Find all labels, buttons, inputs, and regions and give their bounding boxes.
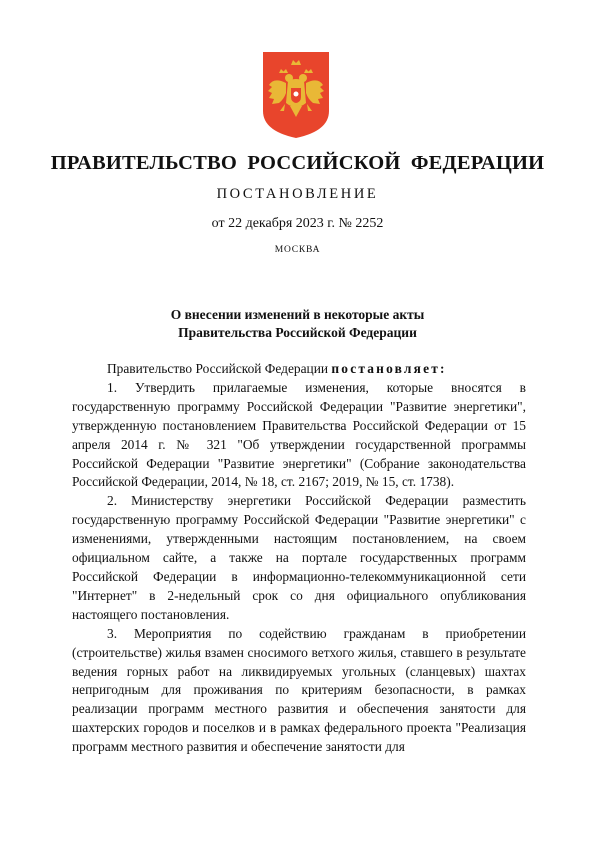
government-title: ПРАВИТЕЛЬСТВО РОССИЙСКОЙ ФЕДЕРАЦИИ [50,152,545,174]
subject-line-2: Правительства Российской Федерации [178,325,417,340]
subject-line-1: О внесении изменений в некоторые акты [170,307,425,322]
document-body [72,360,526,757]
intro-paragraph [72,360,526,379]
document-date: от 22 декабря 2023 г. № 2252 [211,216,384,231]
paragraph-3: 3. Мероприятия по содействию гражданам в приобретении (строительстве) жилья взамен сносимого ветхого жилья, ставшего в результате ведения горных работ на ликвидируемых угольных (сланцевых) шахтах непригодным для проживания по критериям безопасности, в рамках реализации программ местного развития и обеспечения занятости для шахтерских городов и поселков и в рамках федерального проекта "Реализация программ местного развития и обеспечение занятости для [72,625,526,755]
intro-verb: постановляет: [331,361,447,376]
document-city: МОСКВА [274,245,321,255]
document-subject [0,306,595,342]
document-type: ПОСТАНОВЛЕНИЕ [216,186,379,202]
intro-text: Правительство Российской Федерации [107,361,332,376]
paragraph-1: 1. Утвердить прилагаемые изменения, которые вносятся в государственную программу Российской Федерации "Развитие энергетики", утвержденную постановлением Правительства Российской Федерации от 15 апреля 2014 г. № 321 "Об утверждении государственной программы Российской Федерации "Развитие энергетики" (Собрание законодательства Российской Федерации, 2014, № 18, ст. 2167; 2019, № 15, ст. 1738). [72,379,526,490]
paragraph-2: 2. Министерству энергетики Российской Федерации разместить государственную программу Российской Федерации "Развитие энергетики" с изменениями, утвержденными настоящим постановлением, на своем официальном сайте, а также на портале государственных программ Российской Федерации в информационно-телекоммуникационной сети "Интернет" в 2-недельный срок со дня официального опубликования настоящего постановления. [72,493,526,622]
coat-of-arms-icon [262,51,330,139]
